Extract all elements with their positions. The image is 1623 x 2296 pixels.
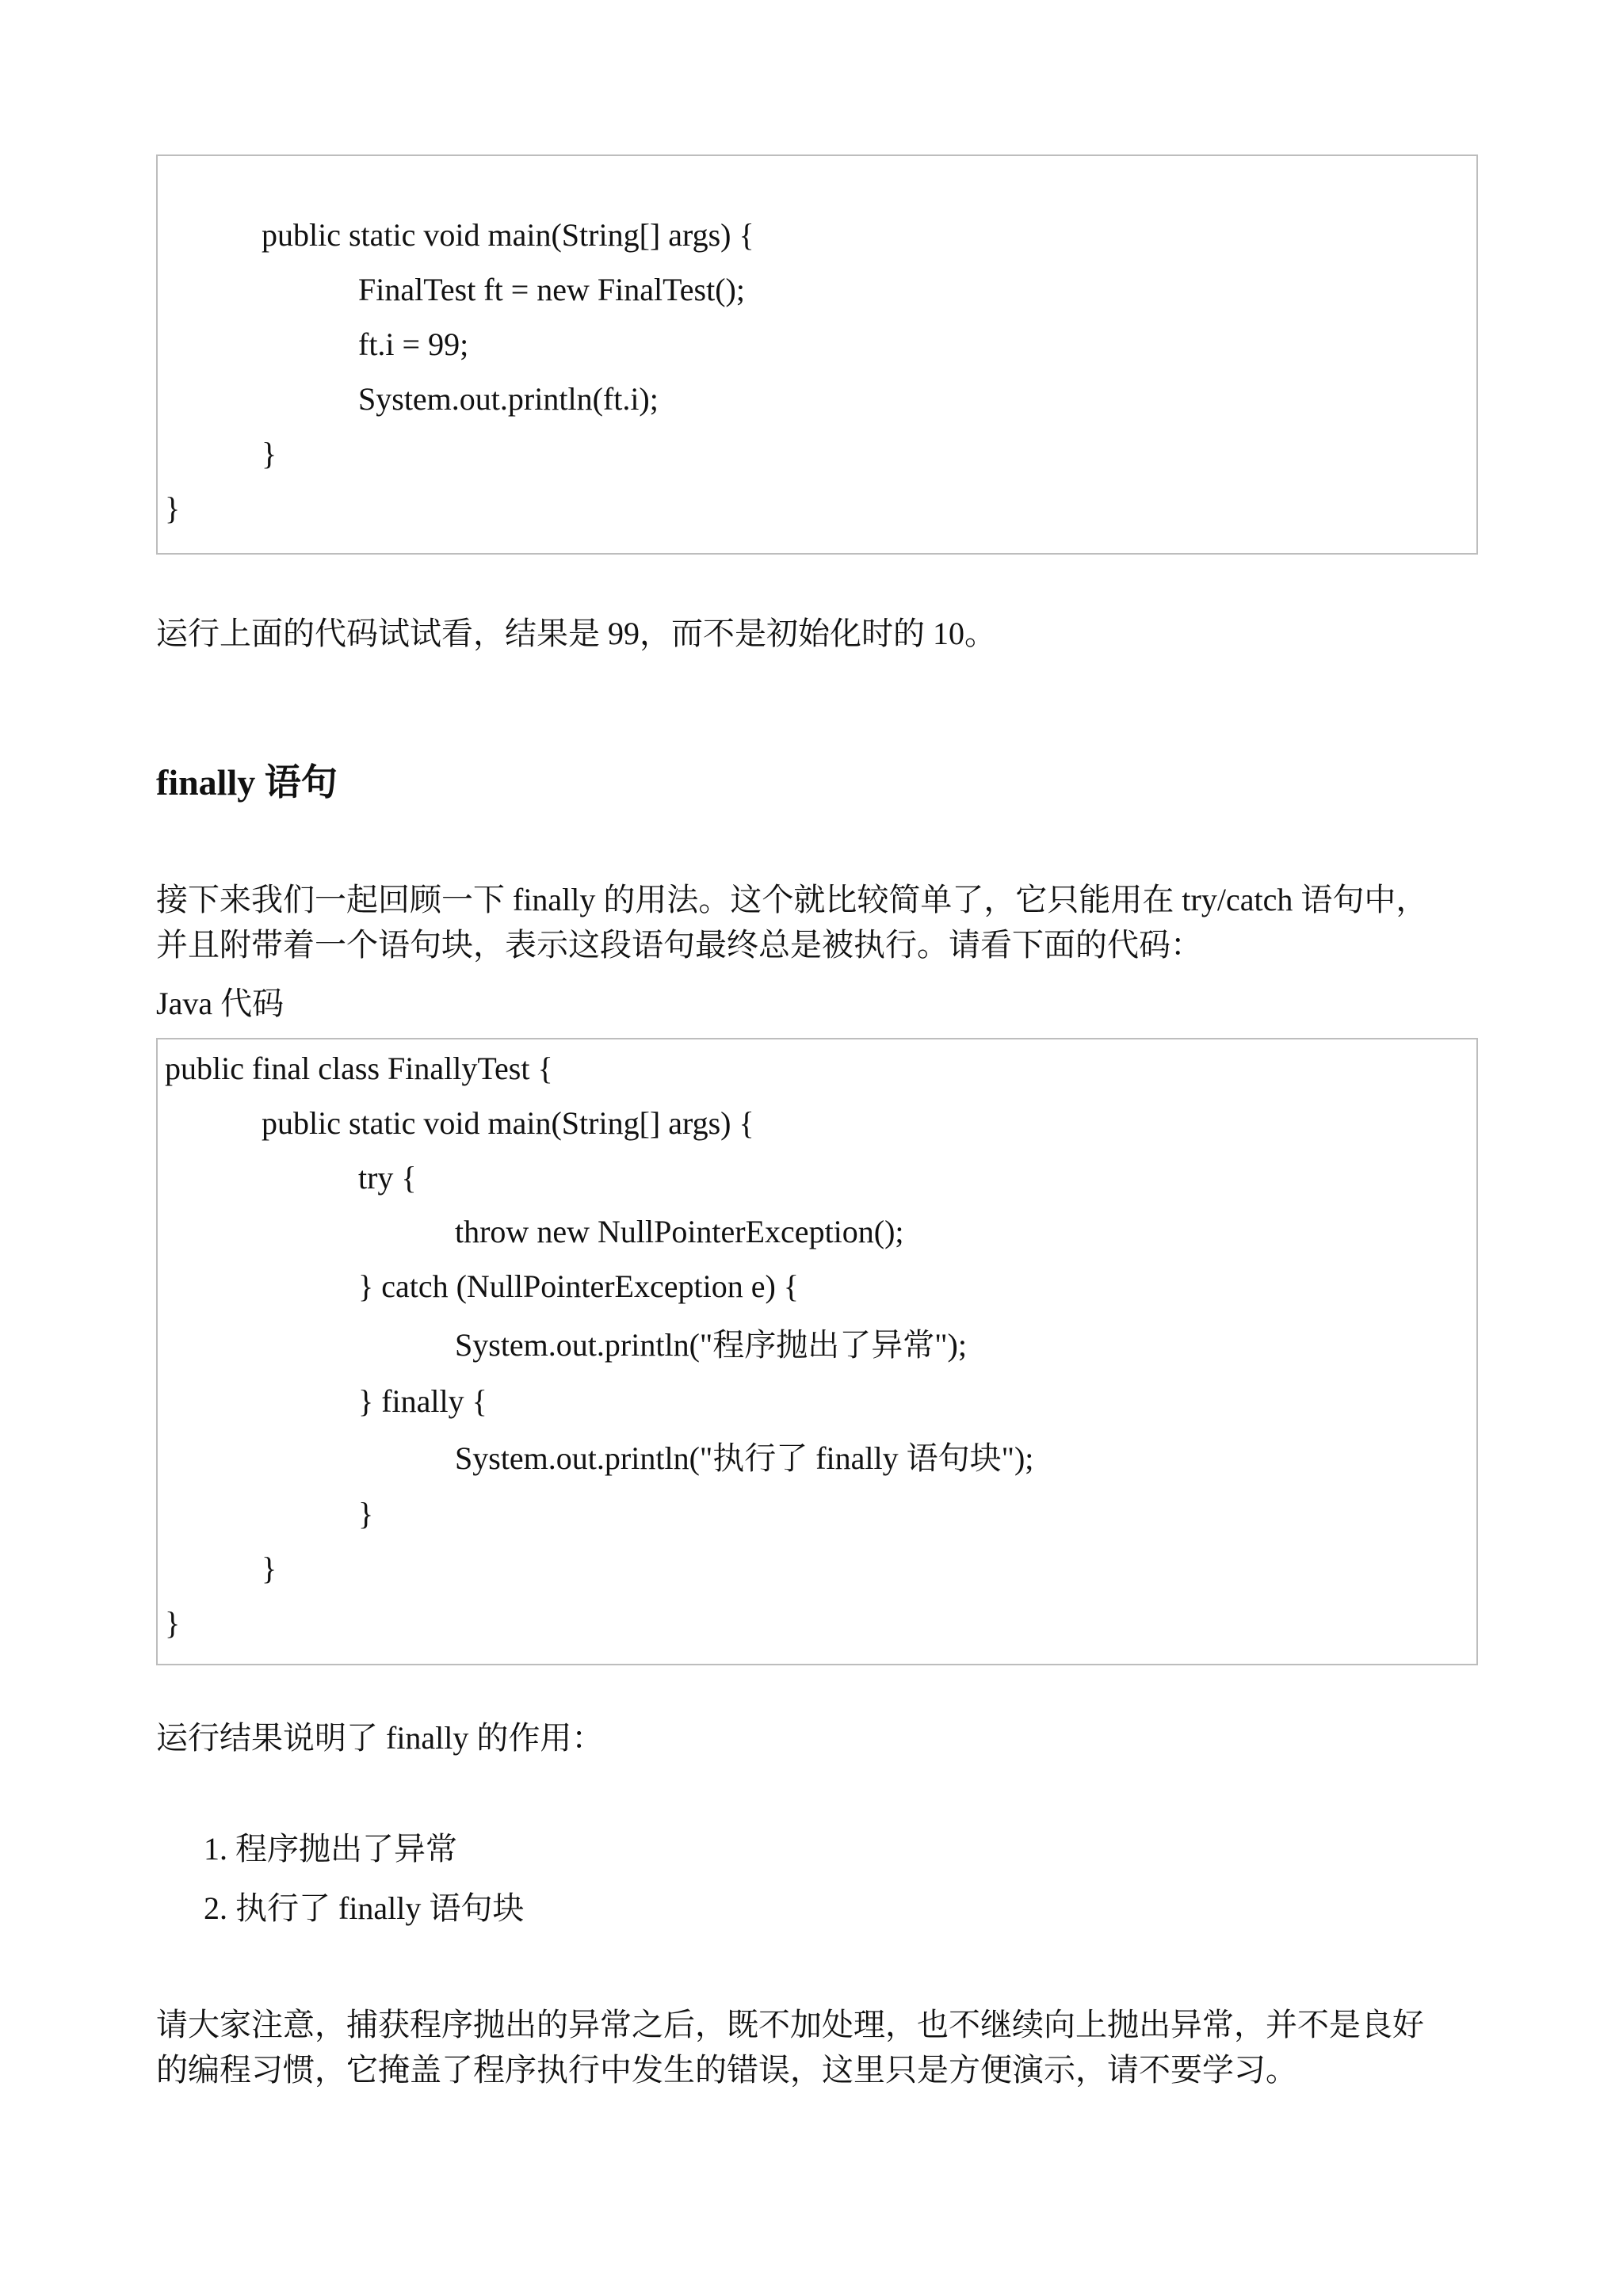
code-line: public final class FinallyTest { — [165, 1051, 553, 1086]
code-line: System.out.println("程序抛出了异常"); — [455, 1327, 967, 1363]
code-line: } — [165, 1605, 181, 1641]
code-line: } — [165, 490, 181, 526]
code-line: System.out.println("执行了 finally 语句块"); — [455, 1440, 1034, 1476]
paragraph-finally-effect: 运行结果说明了 finally 的作用： — [156, 1720, 604, 1756]
code-line: try { — [358, 1160, 417, 1196]
code-label: Java 代码 — [156, 986, 285, 1021]
code-line: public static void main(String[] args) { — [262, 217, 754, 253]
code-block-finally-test — [156, 1038, 1478, 1665]
list-item: 2. 执行了 finally 语句块 — [204, 1890, 525, 1926]
code-line: System.out.println(ft.i); — [358, 381, 659, 417]
code-line: throw new NullPointerException(); — [455, 1214, 904, 1249]
code-line: } finally { — [358, 1383, 487, 1419]
code-line: } catch (NullPointerException e) { — [358, 1268, 799, 1304]
code-line: } — [262, 1550, 277, 1586]
section-heading: finally 语句 — [156, 762, 338, 803]
paragraph-note-line2: 的编程习惯，它掩盖了程序执行中发生的错误，这里只是方便演示，请不要学习。 — [156, 2052, 1297, 2088]
paragraph-result-99: 运行上面的代码试试看，结果是 99，而不是初始化时的 10。 — [156, 616, 996, 651]
code-line: FinalTest ft = new FinalTest(); — [358, 272, 745, 307]
code-line: } — [358, 1496, 374, 1531]
paragraph-finally-intro-line2: 并且附带着一个语句块，表示这段语句最终总是被执行。请看下面的代码： — [156, 927, 1202, 963]
list-item: 1. 程序抛出了异常 — [204, 1831, 457, 1867]
paragraph-note-line1: 请大家注意，捕获程序抛出的异常之后，既不加处理，也不继续向上抛出异常，并不是良好 — [156, 2007, 1424, 2042]
paragraph-finally-intro-line1: 接下来我们一起回顾一下 finally 的用法。这个就比较简单了，它只能用在 try/catch 语句中， — [156, 882, 1428, 917]
code-line: } — [262, 436, 277, 471]
code-line: public static void main(String[] args) { — [262, 1105, 754, 1141]
code-block-final-test — [156, 154, 1478, 555]
code-line: ft.i = 99; — [358, 326, 469, 362]
